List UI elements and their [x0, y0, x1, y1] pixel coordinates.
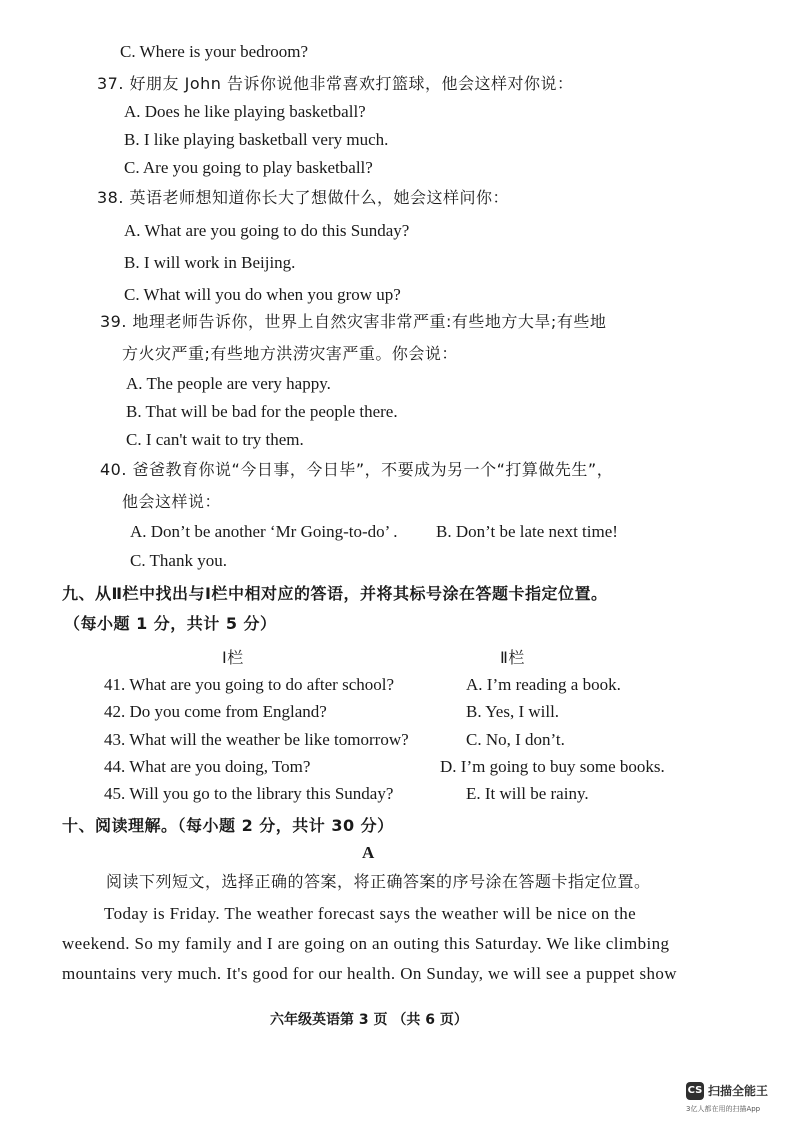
- reading-paragraph-line1: Today is Friday. The weather forecast says the weather will be nice on the: [104, 904, 637, 923]
- q40-stem-line1: 40. 爸爸教育你说“今日事，今日毕”，不要成为另一个“打算做先生”，: [100, 460, 614, 479]
- camscanner-tagline: 3亿人都在用的扫描App: [686, 1105, 761, 1113]
- q39-option-a: A. The people are very happy.: [126, 374, 331, 393]
- section10-title: 十、阅读理解。（每小题 2 分，共计 30 分）: [62, 816, 394, 835]
- match-question-42: 42. Do you come from England?: [104, 702, 327, 721]
- match-answer-a: A. I’m reading a book.: [466, 675, 621, 694]
- match-question-45: 45. Will you go to the library this Sunday?: [104, 784, 394, 803]
- match-answer-e: E. It will be rainy.: [466, 784, 589, 803]
- match-question-44: 44. What are you doing, Tom?: [104, 757, 311, 776]
- match-question-41: 41. What are you going to do after school?: [104, 675, 395, 694]
- q37-option-b: B. I like playing basketball very much.: [124, 130, 389, 149]
- q40-option-b: B. Don’t be late next time!: [436, 522, 618, 541]
- q37-option-c: C. Are you going to play basketball?: [124, 158, 373, 177]
- reading-paragraph-line2: weekend. So my family and I are going on an outing this Saturday. We like climbing: [62, 934, 670, 953]
- match-answer-d: D. I’m going to buy some books.: [440, 757, 665, 776]
- q39-option-b: B. That will be bad for the people there.: [126, 402, 398, 421]
- section10-part-label: A: [362, 843, 375, 862]
- q39-option-c: C. I can't wait to try them.: [126, 430, 304, 449]
- q40-option-c: C. Thank you.: [130, 551, 227, 570]
- section9-col2-header: Ⅱ栏: [500, 648, 525, 667]
- section9-title: 九、从Ⅱ栏中找出与Ⅰ栏中相对应的答语，并将其标号涂在答题卡指定位置。: [62, 584, 608, 603]
- reading-paragraph-line3: mountains very much. It's good for our health. On Sunday, we will see a puppet show: [62, 964, 677, 983]
- q37-stem: 37. 好朋友 John 告诉你说他非常喜欢打篮球，他会这样对你说：: [97, 74, 574, 93]
- q39-stem-line2: 方火灾严重;有些地方洪涝灾害严重。你会说：: [122, 344, 458, 363]
- q37-option-a: A. Does he like playing basketball?: [124, 102, 366, 121]
- match-question-43: 43. What will the weather be like tomorrow?: [104, 730, 409, 749]
- section9-score: （每小题 1 分，共计 5 分）: [64, 614, 277, 633]
- page-footer: 六年级英语第 3 页 （共 6 页）: [270, 1012, 468, 1028]
- q40-option-a: A. Don’t be another ‘Mr Going-to-do’ .: [130, 522, 398, 541]
- q39-stem-line1: 39. 地理老师告诉你，世界上自然灾害非常严重:有些地方大旱;有些地: [100, 312, 607, 331]
- match-answer-b: B. Yes, I will.: [466, 702, 560, 721]
- q40-stem-line2: 他会这样说：: [122, 492, 222, 511]
- q38-stem: 38. 英语老师想知道你长大了想做什么，她会这样问你：: [97, 188, 510, 207]
- camscanner-logo-icon: CS: [686, 1082, 704, 1100]
- q36-option-c: C. Where is your bedroom?: [120, 42, 309, 61]
- camscanner-brand: 扫描全能王: [708, 1084, 769, 1098]
- match-answer-c: C. No, I don’t.: [466, 730, 565, 749]
- section10-instruction: 阅读下列短文，选择正确的答案，将正确答案的序号涂在答题卡指定位置。: [106, 872, 651, 891]
- q38-option-c: C. What will you do when you grow up?: [124, 285, 401, 304]
- q38-option-b: B. I will work in Beijing.: [124, 253, 296, 272]
- q38-option-a: A. What are you going to do this Sunday?: [124, 221, 410, 240]
- section9-col1-header: Ⅰ栏: [222, 648, 244, 667]
